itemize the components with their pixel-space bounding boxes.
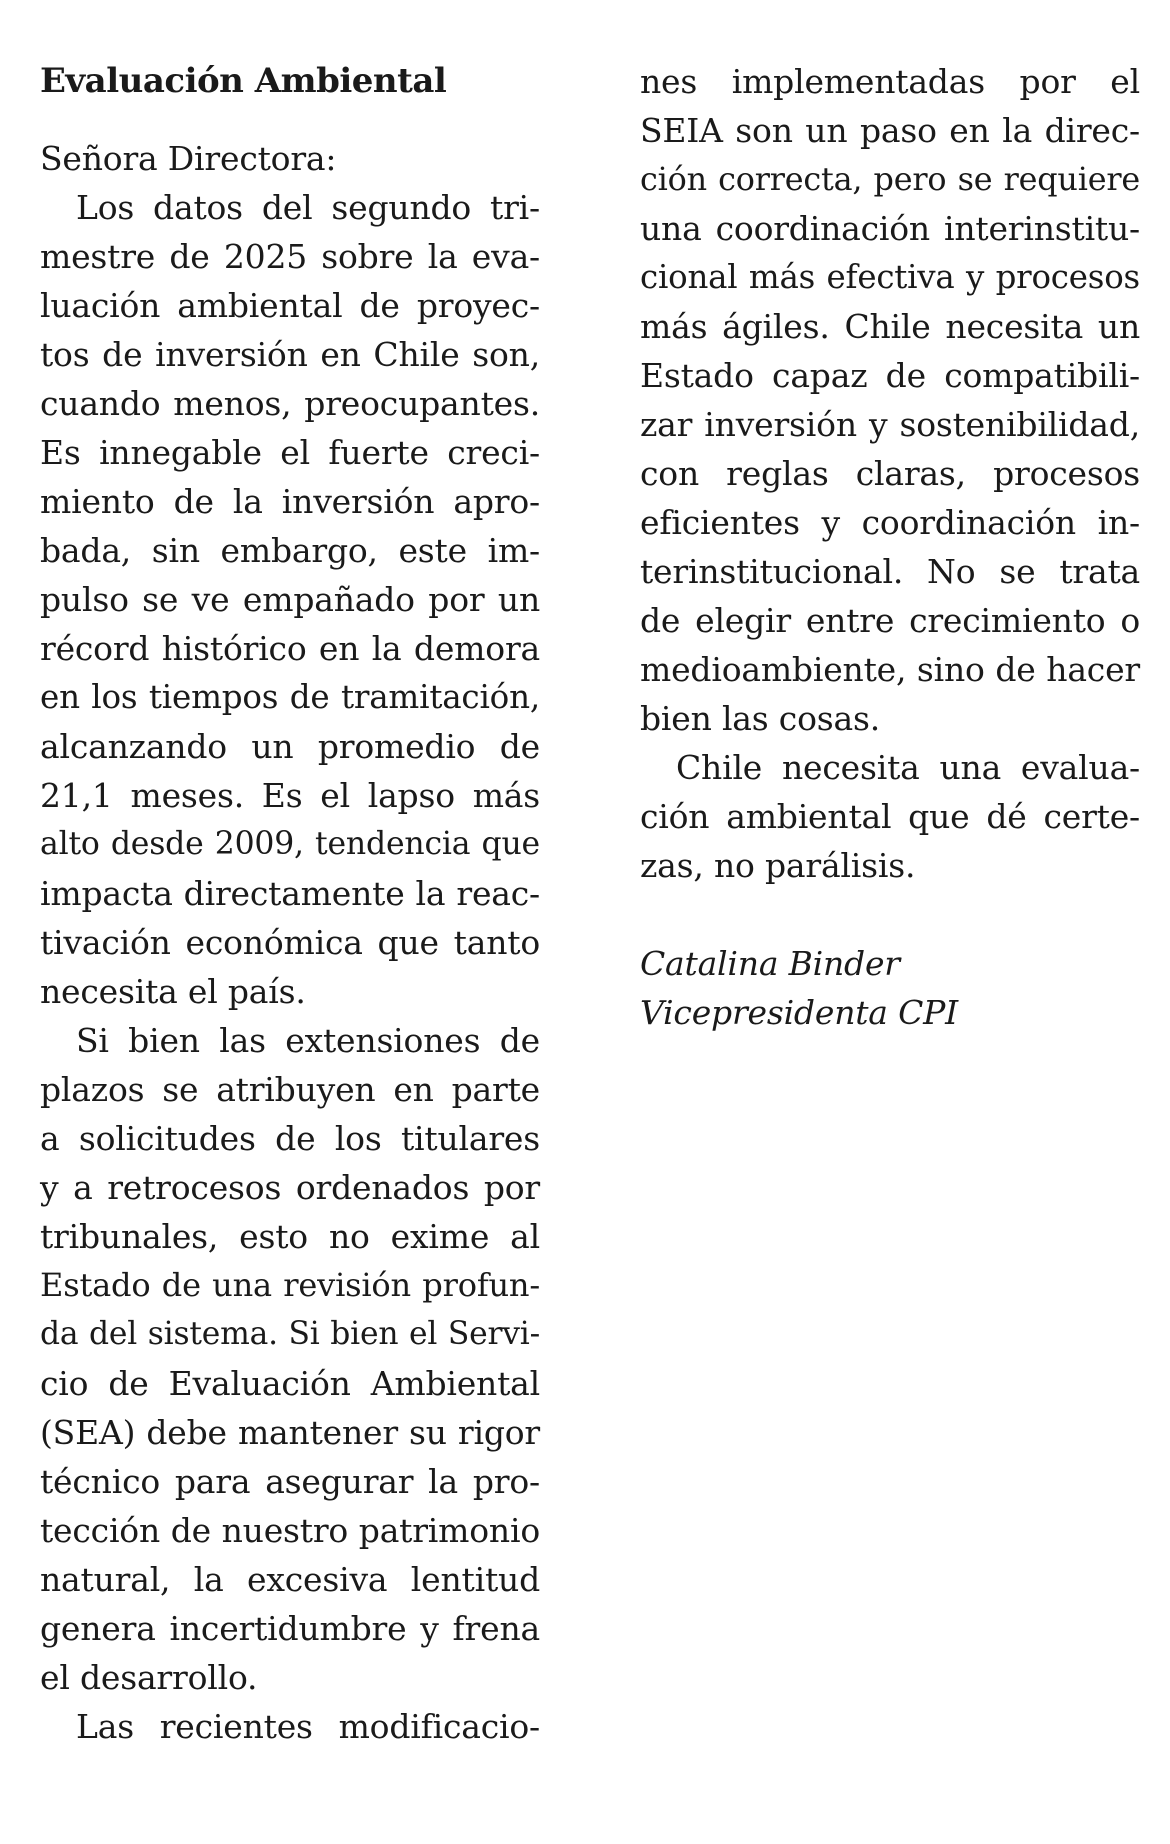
text-line: una coordinación interinstitu- bbox=[640, 209, 1140, 248]
text-line: luación ambiental de proyec- bbox=[40, 286, 540, 325]
text-line: da del sistema. Si bien el Servi- bbox=[40, 1316, 540, 1352]
text-line: de elegir entre crecimiento o bbox=[640, 601, 1140, 640]
signature-role: Vicepresidenta CPI bbox=[640, 993, 958, 1032]
text-line: en los tiempos de tramitación, bbox=[40, 678, 540, 716]
text-line: técnico para asegurar la pro- bbox=[40, 1462, 540, 1501]
text-line: plazos se atribuyen en parte bbox=[40, 1070, 540, 1109]
letter-title: Evaluación Ambiental bbox=[40, 61, 447, 101]
text-line: terinstitucional. No se trata bbox=[640, 552, 1140, 591]
text-line: cuando menos, preocupantes. bbox=[40, 384, 540, 423]
text-line: bada, sin embargo, este im- bbox=[40, 531, 540, 570]
salutation: Señora Directora: bbox=[40, 139, 337, 178]
text-line: a solicitudes de los titulares bbox=[40, 1119, 540, 1158]
text-line: Estado capaz de compatibili- bbox=[640, 356, 1140, 395]
text-line: más ágiles. Chile necesita un bbox=[640, 307, 1140, 346]
text-line: bien las cosas. bbox=[640, 699, 880, 738]
text-line: mestre de 2025 sobre la eva- bbox=[40, 237, 540, 276]
text-line: necesita el país. bbox=[40, 972, 306, 1011]
text-line: Estado de una revisión profun- bbox=[40, 1266, 540, 1304]
text-line: cional más efectiva y procesos bbox=[640, 258, 1140, 296]
text-line: ción ambiental que dé certe- bbox=[640, 797, 1140, 836]
text-line: cio de Evaluación Ambiental bbox=[40, 1364, 540, 1403]
text-line: y a retrocesos ordenados por bbox=[40, 1168, 540, 1207]
text-line: Los datos del segundo tri- bbox=[76, 188, 540, 227]
text-line: genera incertidumbre y frena bbox=[40, 1609, 540, 1648]
text-line: medioambiente, sino de hacer bbox=[640, 650, 1140, 689]
text-line: zar inversión y sostenibilidad, bbox=[640, 405, 1140, 444]
text-line: el desarrollo. bbox=[40, 1658, 258, 1697]
text-line: Es innegable el fuerte creci- bbox=[40, 433, 540, 472]
text-line: 21,1 meses. Es el lapso más bbox=[40, 776, 540, 815]
text-line: natural, la excesiva lentitud bbox=[40, 1560, 540, 1599]
text-line: Las recientes modificacio- bbox=[76, 1707, 540, 1746]
text-line: zas, no parálisis. bbox=[640, 846, 916, 885]
text-line: tección de nuestro patrimonio bbox=[40, 1511, 540, 1550]
text-line: tos de inversión en Chile son, bbox=[40, 335, 540, 374]
text-line: tivación económica que tanto bbox=[40, 923, 540, 962]
text-line: (SEA) debe mantener su rigor bbox=[40, 1413, 540, 1452]
text-line: Si bien las extensiones de bbox=[76, 1021, 540, 1060]
text-line: impacta directamente la reac- bbox=[40, 874, 540, 913]
text-line: récord histórico en la demora bbox=[40, 629, 540, 668]
text-line: miento de la inversión apro- bbox=[40, 482, 540, 521]
text-line: alcanzando un promedio de bbox=[40, 727, 540, 766]
text-line: eficientes y coordinación in- bbox=[640, 503, 1140, 542]
text-line: pulso se ve empañado por un bbox=[40, 580, 540, 619]
text-line: tribunales, esto no exime al bbox=[40, 1217, 540, 1256]
text-line: ción correcta, pero se requiere bbox=[640, 160, 1140, 198]
text-line: nes implementadas por el bbox=[640, 62, 1140, 101]
signature-name: Catalina Binder bbox=[640, 944, 900, 983]
text-line: con reglas claras, procesos bbox=[640, 454, 1140, 493]
text-line: Chile necesita una evalua- bbox=[676, 748, 1140, 787]
text-line: alto desde 2009, tendencia que bbox=[40, 826, 540, 862]
text-line: SEIA son un paso en la direc- bbox=[640, 111, 1140, 150]
